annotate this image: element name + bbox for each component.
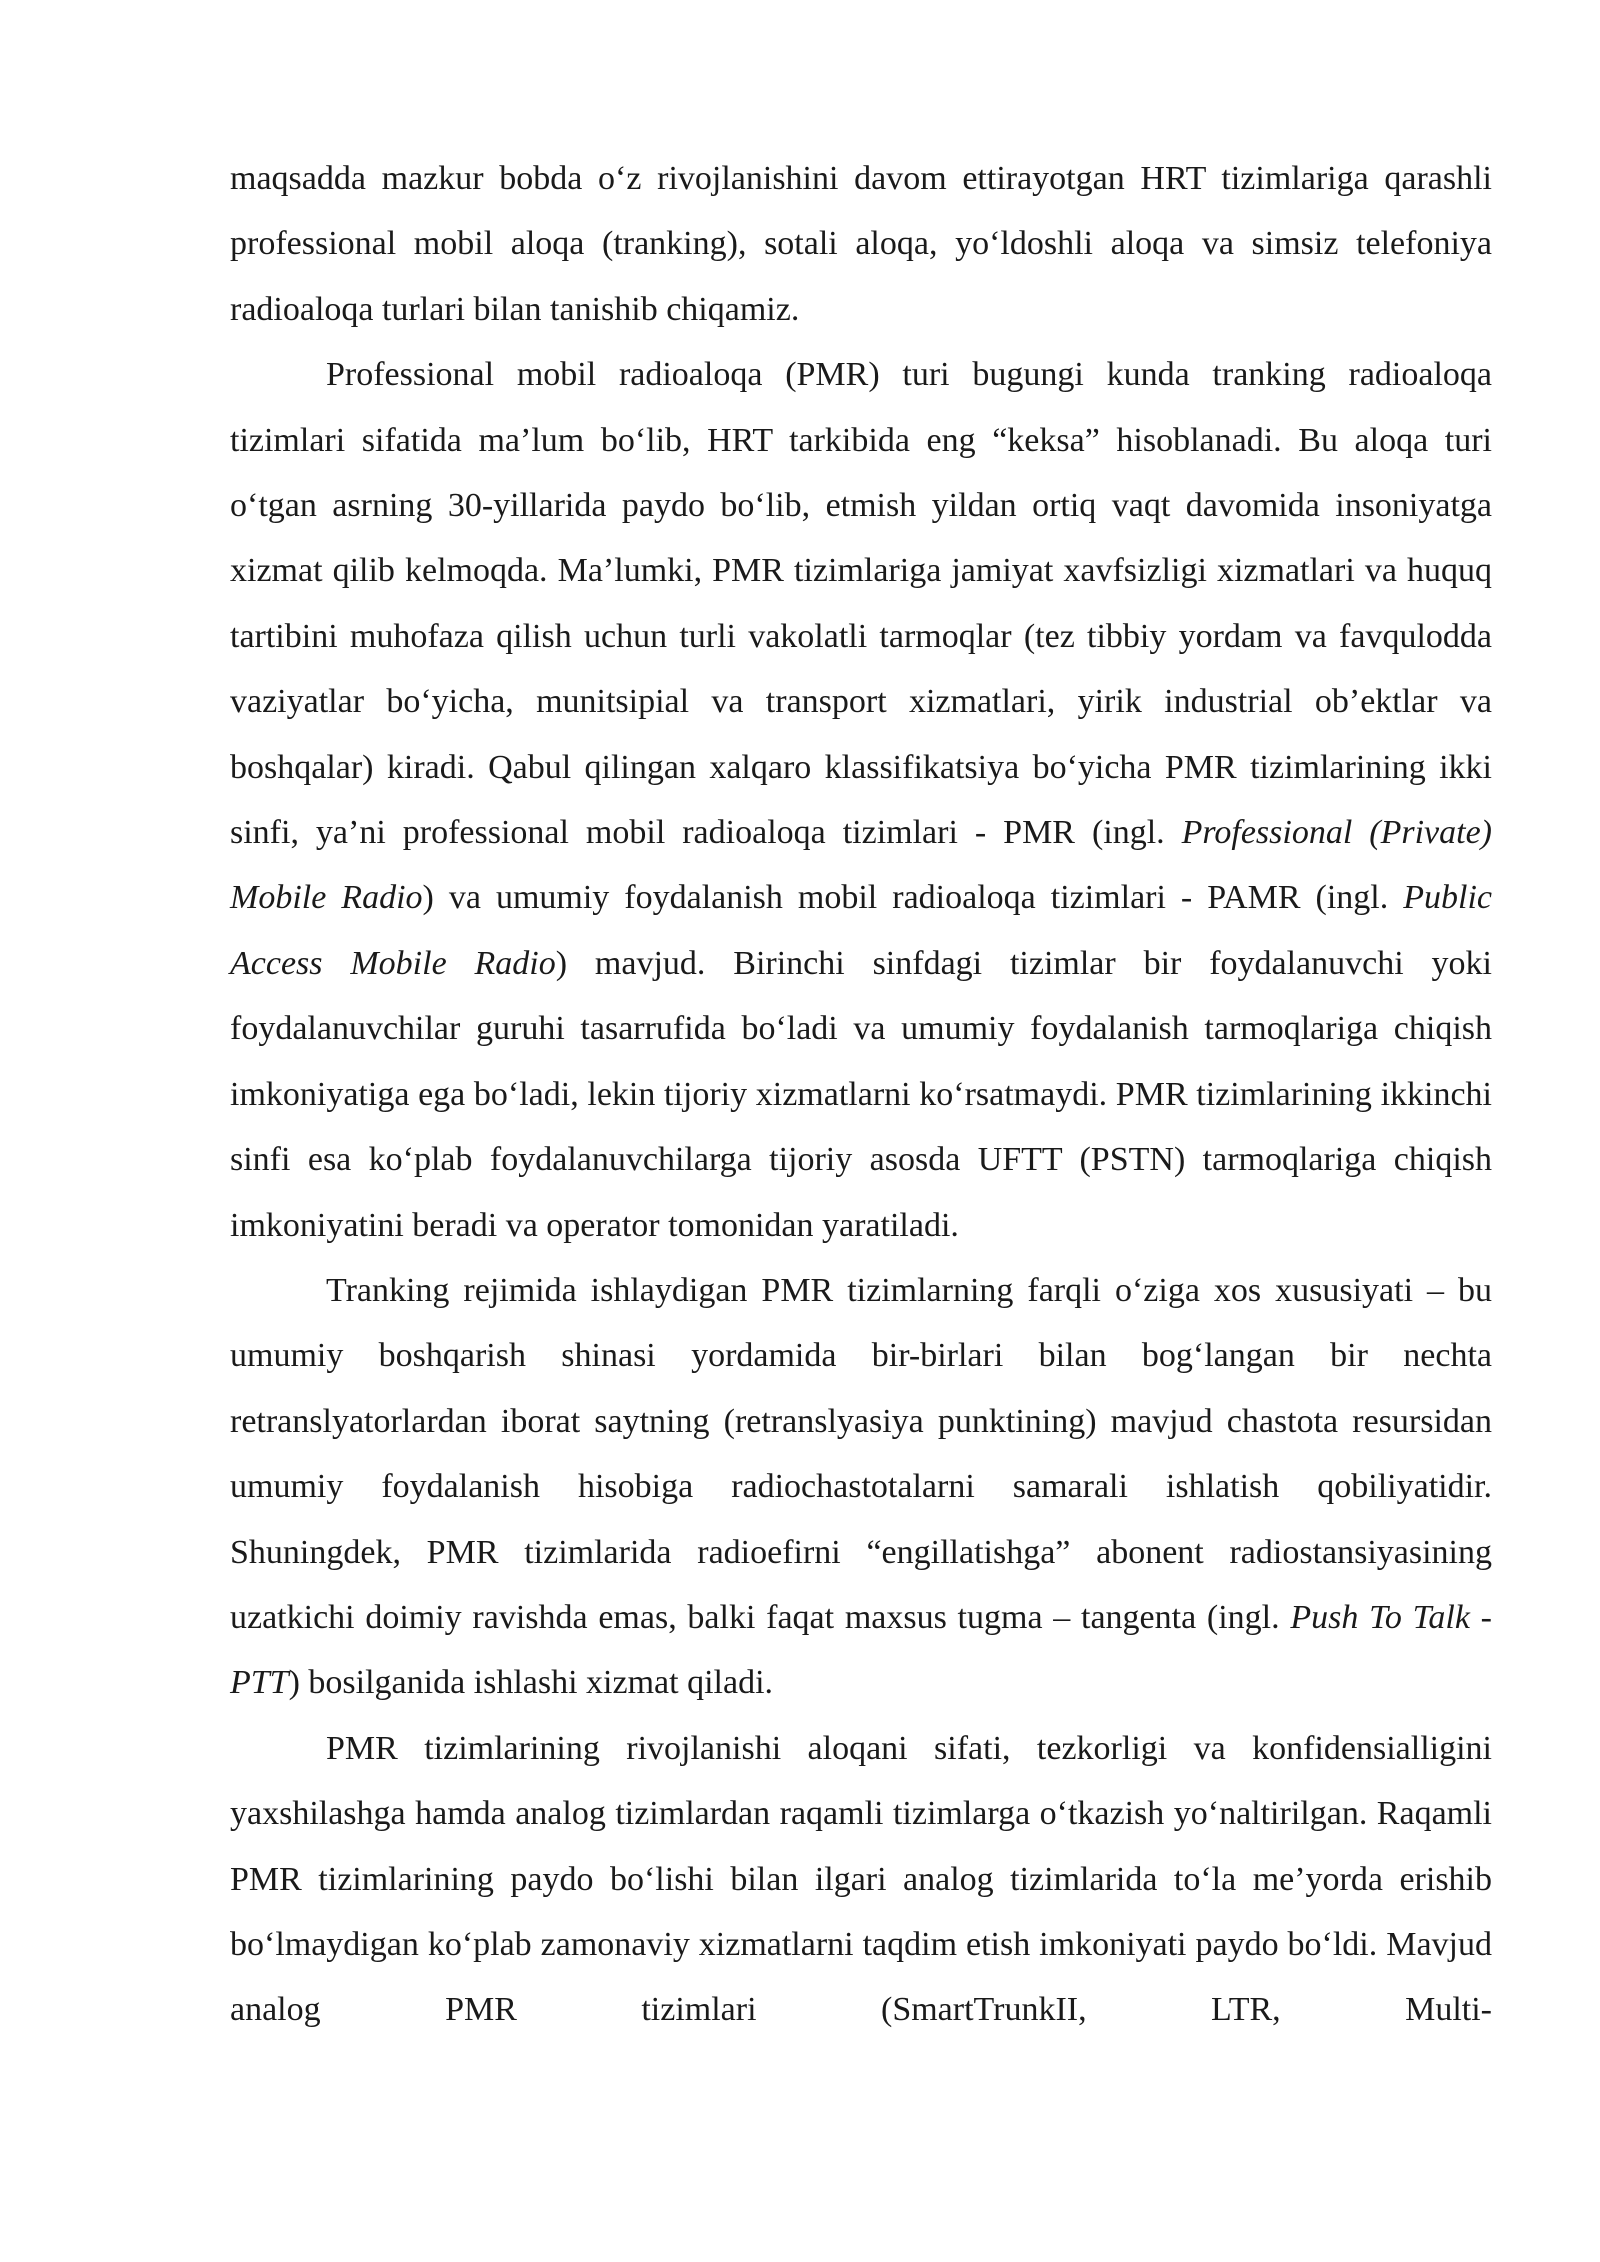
paragraph-pmr-development [230,1716,1492,2043]
paragraph-text: ) bosilganida ishlashi xizmat qiladi. [288,1664,774,1702]
paragraph-intro-continuation [230,146,1492,342]
paragraph-text: ) mavjud. Birinchi sinfdagi tizimlar bir foydalanuvchi yoki foydalanuvchilar guruhi tasarrufida bo‘ladi va umumiy foydalanish tarmoqlariga chiqish imkoniyatiga ega bo‘ladi, lekin tijoriy xizmatlarni ko‘rsatmaydi. PMR tizimlarining ikkinchi sinfi esa ko‘plab foydalanuvchilarga tijoriy asosda UFTT (PSTN) tarmoqlariga chiqish imkoniyatini beradi va operator tomonidan yaratiladi. [230,944,1492,1244]
paragraph-text: PMR tizimlarining rivojlanishi aloqani sifati, tezkorligi va konfidensialligini yaxshilashga hamda analog tizimlardan raqamli tizimlarga o‘tkazish yo‘naltirilgan. Raqamli PMR tizimlarining paydo bo‘lishi bilan ilgari analog tizimlarida to‘la me’yorda erishib bo‘lmaydigan ko‘plab zamonaviy xizmatlarni taqdim etish imkoniyati paydo bo‘ldi. Mavjud analog PMR tizimlari (SmartTrunkII, LTR, Multi- [230,1729,1492,2029]
italic-term-pamr: Public Access Mobile Radio [230,879,1492,982]
italic-term-ptt: Push To Talk - PTT [230,1598,1492,1702]
paragraph-text: ) va umumiy foydalanish mobil radioaloqa tizimlari - PAMR (ingl. [422,879,1404,917]
paragraph-tranking-mode [230,1258,1492,1716]
paragraph-text: maqsadda mazkur bobda o‘z rivojlanishini davom ettirayotgan HRT tizimlariga qarashli professional mobil aloqa (tranking), sotali aloqa, yo‘ldoshli aloqa va simsiz telefoniya radioaloqa turlari bilan tanishib chiqamiz. [230,160,1492,328]
document-page [230,146,1492,2043]
paragraph-text: Professional mobil radioaloqa (PMR) turi bugungi kunda tranking radioaloqa tizimlari sifatida ma’lum bo‘lib, HRT tarkibida eng “keksa” hisoblanadi. Bu aloqa turi o‘tgan asrning 30-yillarida paydo bo‘lib, etmish yildan ortiq vaqt davomida insoniyatga xizmat qilib kelmoqda. Ma’lumki, PMR tizimlariga jamiyat xavfsizligi xizmatlari va huquq tartibini muhofaza qilish uchun turli vakolatli tarmoqlar (tez tibbiy yordam va favqulodda vaziyatlar bo‘yicha, munitsipial va transport xizmatlari, yirik industrial ob’ektlar va boshqalar) kiradi. Qabul qilingan xalqaro klassifikatsiya bo‘yicha PMR tizimlarining ikki sinfi, ya’ni professional mobil radioaloqa tizimlari - PMR (ingl. [230,356,1492,852]
paragraph-pmr-overview [230,342,1492,1258]
paragraph-text: Tranking rejimida ishlaydigan PMR tizimlarning farqli o‘ziga xos xususiyati – bu umumiy boshqarish shinasi yordamida bir-birlari bilan bog‘langan bir nechta retranslyatorlardan iborat saytning (retranslyasiya punktining) mavjud chastota resursidan umumiy foydalanish hisobiga radiochastotalarni samarali ishlatish qobiliyatidir. Shuningdek, PMR tizimlarida radioefirni “engillatishga” abonent radiostansiyasining uzatkichi doimiy ravishda emas, balki faqat maxsus tugma – tangenta (ingl. [230,1271,1492,1636]
italic-term-pmr: Professional (Private) Mobile Radio [230,814,1492,917]
